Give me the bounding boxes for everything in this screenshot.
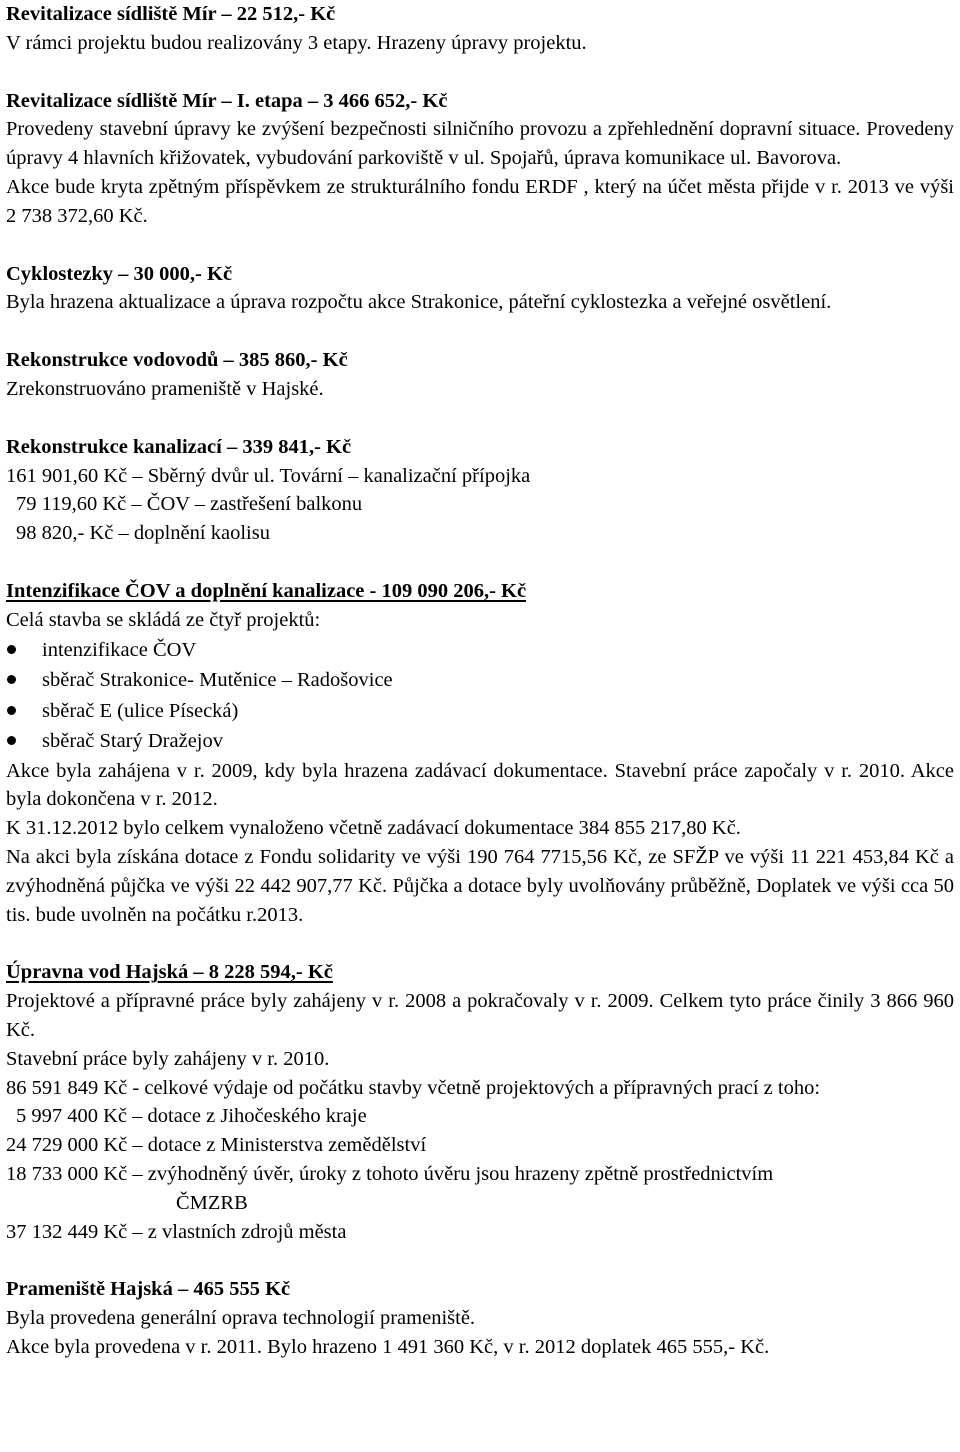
section-title: Úpravna vod Hajská – 8 228 594,- Kč xyxy=(6,961,333,984)
section-line: ČMZRB xyxy=(176,1191,248,1214)
list-item: sběrač Starý Dražejov xyxy=(6,726,954,757)
bullet-icon xyxy=(7,736,16,745)
section-intro: Celá stavba se skládá ze čtyř projektů: xyxy=(6,608,321,631)
section-line: 18 733 000 Kč – zvýhodněný úvěr, úroky z tohoto úvěru jsou hrazeny zpětně prostřednictvím xyxy=(6,1162,774,1185)
section-paragraph: Provedeny stavební úpravy ke zvýšení bezpečnosti silničního provozu a zpřehlednění dopravní situace. Provedeny úpravy 4 hlavních křižovatek, vybudování parkoviště v ul. Spojařů, úprava komunikace ul. Bavorova. xyxy=(6,118,954,170)
list-item: sběrač Strakonice- Mutěnice – Radošovice xyxy=(6,665,954,696)
section-title: Intenzifikace ČOV a doplnění kanalizace - 109 090 206,- Kč xyxy=(6,579,527,602)
section-title: Cyklostezky – 30 000,- Kč xyxy=(6,262,233,285)
section-rekonstrukce-vodovodu xyxy=(6,346,954,404)
bullet-icon xyxy=(7,645,16,654)
section-paragraph: Akce bude kryta zpětným příspěvkem ze strukturálního fondu ERDF , který na účet města přijde v r. 2013 ve výši 2 738 372,60 Kč. xyxy=(6,175,954,227)
section-upravna-vod-hajska xyxy=(6,958,954,1246)
section-pramenite-hajska xyxy=(6,1275,954,1361)
section-line: V rámci projektu budou realizovány 3 etapy. Hrazeny úpravy projektu. xyxy=(6,31,587,54)
project-list xyxy=(6,635,954,757)
section-paragraph: Zrekonstruováno prameniště v Hajské. xyxy=(6,377,324,400)
section-line: 37 132 449 Kč – z vlastních zdrojů města xyxy=(6,1220,347,1243)
section-intenzifikace-cov xyxy=(6,577,954,929)
section-line: 98 820,- Kč – doplnění kaolisu xyxy=(16,522,270,545)
section-revitalizace-mir-etapa-1 xyxy=(6,87,954,231)
list-item: intenzifikace ČOV xyxy=(6,635,954,666)
bullet-icon xyxy=(7,706,16,715)
section-line: 24 729 000 Kč – dotace z Ministerstva zemědělství xyxy=(6,1134,427,1157)
section-revitalizace-mir xyxy=(6,0,954,58)
section-line: 161 901,60 Kč – Sběrný dvůr ul. Tovární – kanalizační přípojka xyxy=(6,464,531,487)
section-cyklostezky xyxy=(6,260,954,318)
section-paragraph: Projektové a přípravné práce byly zahájeny v r. 2008 a pokračovaly v r. 2009. Celkem tyto práce činily 3 866 960 Kč. xyxy=(6,990,954,1041)
section-line: 5 997 400 Kč – dotace z Jihočeského kraje xyxy=(16,1105,367,1128)
section-paragraph: K 31.12.2012 bylo celkem vynaloženo včetně zadávací dokumentace 384 855 217,80 Kč. xyxy=(6,817,741,840)
section-line: 79 119,60 Kč – ČOV – zastřešení balkonu xyxy=(16,493,363,516)
section-line: Akce byla provedena v r. 2011. Bylo hrazeno 1 491 360 Kč, v r. 2012 doplatek 465 555,- Kč. xyxy=(6,1335,770,1358)
section-title: Rekonstrukce vodovodů – 385 860,- Kč xyxy=(6,349,348,372)
section-rekonstrukce-kanalizaci xyxy=(6,433,954,548)
list-item: sběrač E (ulice Písecká) xyxy=(6,696,954,727)
section-title: Prameniště Hajská – 465 555 Kč xyxy=(6,1278,291,1301)
section-title: Revitalizace sídliště Mír – I. etapa – 3 466 652,- Kč xyxy=(6,89,448,112)
section-paragraph: Akce byla zahájena v r. 2009, kdy byla hrazena zadávací dokumentace. Stavební práce započaly v r. 2010. Akce byla dokončena v r. 2012. xyxy=(6,759,954,811)
section-title: Rekonstrukce kanalizací – 339 841,- Kč xyxy=(6,435,352,458)
bullet-icon xyxy=(7,675,16,684)
section-title: Revitalizace sídliště Mír – 22 512,- Kč xyxy=(6,3,336,25)
section-line: Stavební práce byly zahájeny v r. 2010. xyxy=(6,1047,330,1070)
section-paragraph: Na akci byla získána dotace z Fondu solidarity ve výši 190 764 7715,56 Kč, ze SFŽP ve výši 11 221 453,84 Kč a zvýhodněná půjčka ve výši 22 442 907,77 Kč. Půjčka a dotace byly uvolňovány průběžně, Doplatek ve výši cca 50 tis. bude uvolněn na počátku r.2013. xyxy=(6,845,954,926)
section-line: Byla provedena generální oprava technologií prameniště. xyxy=(6,1307,476,1330)
section-paragraph: Byla hrazena aktualizace a úprava rozpočtu akce Strakonice, páteřní cyklostezka a veřejné osvětlení. xyxy=(6,291,832,314)
section-paragraph: 86 591 849 Kč - celkové výdaje od počátku stavby včetně projektových a přípravných prací z toho: xyxy=(6,1076,821,1099)
